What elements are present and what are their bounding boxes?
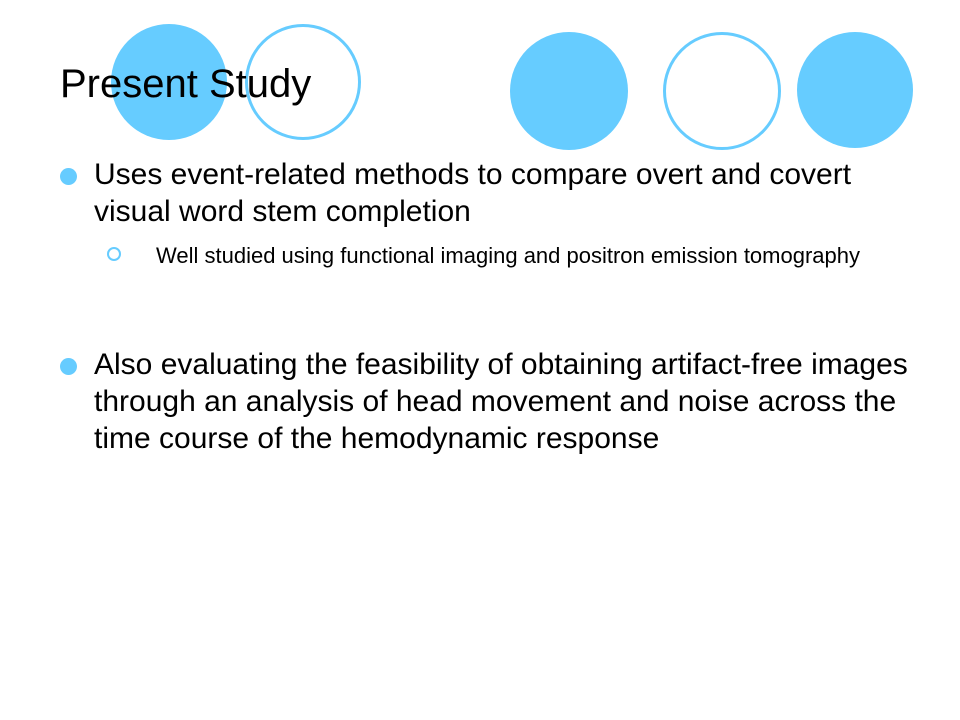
sub-bullet-text: Well studied using functional imaging and positron emission tomography xyxy=(156,243,860,268)
decorative-filled-circle xyxy=(797,32,913,148)
bullet-dot-icon xyxy=(60,168,77,185)
decorative-ring-circle xyxy=(663,32,781,150)
slide-body xyxy=(60,156,920,457)
bullet-dot-icon xyxy=(60,358,77,375)
sub-bullet-item xyxy=(139,242,920,270)
bullet-text: Uses event-related methods to compare overt and covert visual word stem completion xyxy=(94,158,852,228)
bullet-item xyxy=(60,156,920,230)
slide-title: Present Study xyxy=(60,62,312,106)
bullet-text: Also evaluating the feasibility of obtaining artifact-free images through an analysis of head movement and noise across the time course of the hemodynamic response xyxy=(94,348,908,455)
spacer xyxy=(60,270,920,346)
sub-bullet-ring-icon xyxy=(107,247,121,261)
decorative-filled-circle xyxy=(510,32,628,150)
bullet-item xyxy=(60,346,920,457)
